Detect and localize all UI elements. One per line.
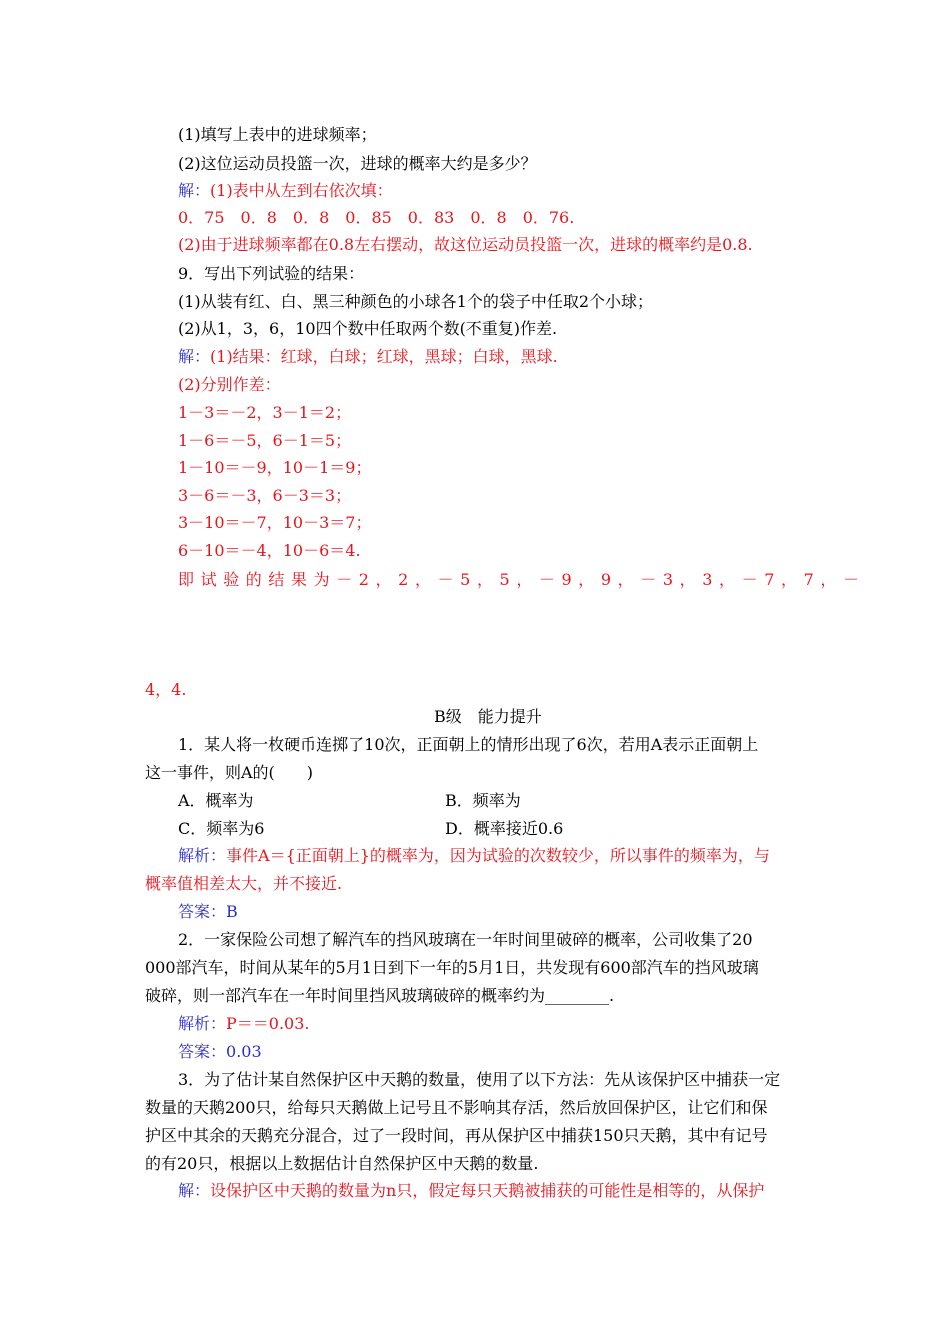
q9-diff-6: 6－10＝－4，10－6＝4. [178, 541, 361, 560]
b-q1-option-d: D．概率接近0.6 [445, 819, 564, 838]
solution-label: 解： [178, 1181, 211, 1200]
b-q3-stem-1: 3．为了估计某自然保护区中天鹅的数量，使用了以下方法：先从该保护区中捕获一定 [178, 1070, 781, 1089]
analysis-label: 解析： [178, 846, 227, 865]
q9-diff-2: 1－6＝－5，6－1＝5； [178, 431, 352, 450]
solution-text: (1)表中从左到右依次填： [210, 181, 393, 200]
q9-part-1: (1)从装有红、白、黑三种颜色的小球各1个的袋子中任取2个小球； [178, 292, 654, 311]
b-q1-stem-1: 1．某人将一枚硬币连掷了10次，正面朝上的情形出现了6次，若用A表示正面朝上 [178, 735, 759, 754]
q9-conclusion: 即试验的结果为－2，2，－5，5，－9，9，－3，3，－7，7，－ [178, 570, 866, 589]
q8-solution-line-2: 0．75 0．8 0．8 0．85 0．83 0．8 0．76. [178, 208, 575, 227]
analysis-text: 事件A＝{正面朝上}的概率为，因为试验的次数较少，所以事件的频率为，与 [226, 846, 770, 865]
solution-text: 设保护区中天鹅的数量为n只，假定每只天鹅被捕获的可能性是相等的，从保护 [210, 1181, 765, 1200]
q9-title: 9．写出下列试验的结果： [178, 264, 365, 283]
b-q2-stem-2: 000部汽车，时间从某年的5月1日到下一年的5月1日，共发现有600部汽车的挡风玻璃 [145, 958, 759, 977]
b-q2-stem-1: 2．一家保险公司想了解汽车的挡风玻璃在一年时间里破碎的概率，公司收集了20 [178, 930, 753, 949]
b-q3-stem-3: 护区中其余的天鹅充分混合，过了一段时间，再从保护区中捕获150只天鹅，其中有记号 [145, 1126, 768, 1145]
q9-solution-line-1 [178, 346, 558, 368]
q9-conclusion-end: 4，4. [145, 680, 187, 699]
q9-diff-5: 3－10＝－7，10－3＝7； [178, 513, 372, 532]
b-q3-stem-4: 的有20只，根据以上数据估计自然保护区中天鹅的数量. [145, 1154, 539, 1173]
answer-value: B [226, 902, 238, 921]
q8-part-1: (1)填写上表中的进球频率； [178, 125, 377, 144]
answer-value: 0.03 [226, 1042, 262, 1061]
solution-label: 解： [178, 347, 211, 366]
q9-solution-line-2: (2)分别作差： [178, 375, 281, 394]
b-q1-option-a: A．概率为 [178, 791, 254, 810]
q9-diff-1: 1－3＝－2，3－1＝2； [178, 403, 352, 422]
b-q1-analysis-line-2: 概率值相差太大，并不接近. [145, 874, 343, 893]
b-q3-solution-line-1 [178, 1180, 764, 1202]
b-q3-stem-2: 数量的天鹅200只，给每只天鹅做上记号且不影响其存活，然后放回保护区，让它们和保 [145, 1098, 768, 1117]
q9-part-2: (2)从1，3，6，10四个数中任取两个数(不重复)作差. [178, 319, 558, 338]
q8-solution-line-3: (2)由于进球频率都在0.8左右摆动，故这位运动员投篮一次，进球的概率约是0.8. [178, 235, 753, 254]
b-q1-option-b: B．频率为 [445, 791, 521, 810]
q8-solution-line-1 [178, 180, 393, 202]
q9-diff-4: 3－6＝－3，6－3＝3； [178, 486, 352, 505]
b-q1-analysis-line-1 [178, 845, 770, 867]
answer-label: 答案： [178, 1042, 227, 1061]
analysis-label: 解析： [178, 1014, 227, 1033]
b-q2-stem-3: 破碎，则一部汽车在一年时间里挡风玻璃破碎的概率约为________. [145, 986, 615, 1005]
q8-part-2: (2)这位运动员投篮一次，进球的概率大约是多少？ [178, 154, 537, 173]
b-q1-option-c: C．频率为6 [178, 819, 265, 838]
solution-label: 解： [178, 181, 211, 200]
solution-text: (1)结果：红球，白球；红球，黑球；白球，黑球. [210, 347, 558, 366]
q9-diff-3: 1－10＝－9，10－1＝9； [178, 458, 372, 477]
analysis-text: P＝＝0.03. [226, 1014, 310, 1033]
section-b-heading: B级 能力提升 [434, 707, 542, 726]
b-q1-stem-2: 这一事件，则A的( ) [145, 763, 314, 782]
b-q2-analysis [178, 1013, 310, 1035]
answer-label: 答案： [178, 902, 227, 921]
b-q1-answer [178, 901, 238, 923]
b-q2-answer [178, 1041, 262, 1063]
